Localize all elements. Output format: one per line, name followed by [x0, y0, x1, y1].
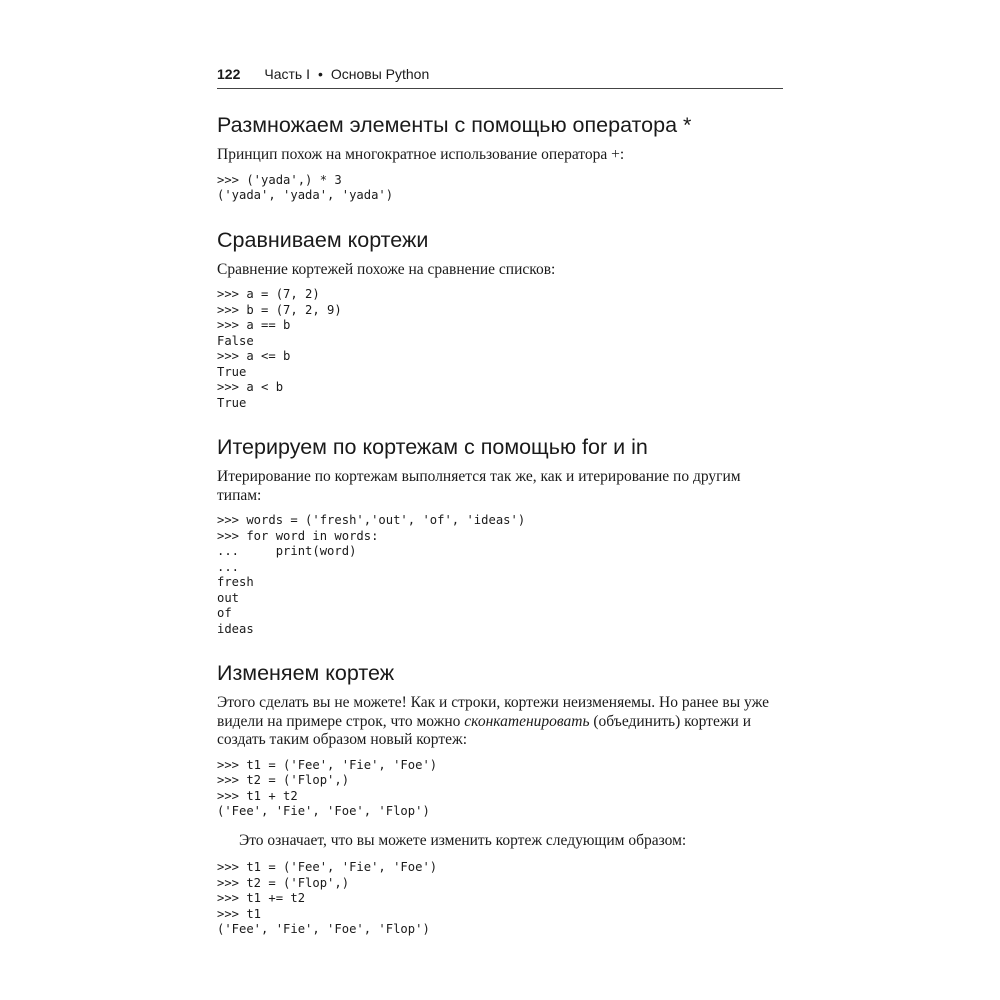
code-block-inplace: >>> t1 = ('Fee', 'Fie', 'Foe') >>> t2 = ('Flop',) >>> t1 += t2 >>> t1 ('Fee', 'Fie', 'Foe', 'Flop'): [217, 860, 438, 936]
running-header: [217, 64, 783, 89]
header-bullet: •: [317, 66, 323, 82]
page-body: [217, 111, 783, 938]
section-heading-modify: Изменяем кортеж: [217, 661, 395, 685]
section-paragraph-modify-2: Это означает, что вы можете изменить кортеж следующим образом:: [239, 831, 687, 849]
code-block-compare: >>> a = (7, 2) >>> b = (7, 2, 9) >>> a == b False >>> a <= b True >>> a < b True: [217, 287, 342, 410]
paragraph-text: Этого сделать вы не можете! Как и строки, кортежи неизменяемы. Но ранее вы уже видели на примере строк, что можно: [217, 694, 769, 730]
code-block-multiply: >>> ('yada',) * 3 ('yada', 'yada', 'yada'): [217, 172, 394, 202]
paragraph-text: (объединить) кортежи и создать таким образом новый кортеж:: [217, 712, 752, 748]
section-paragraph-multiply: Принцип похож на многократное использование оператора +:: [217, 146, 625, 163]
book-part-title: Основы Python: [330, 66, 430, 82]
section-paragraph-compare: Сравнение кортежей похоже на сравнение списков:: [217, 260, 556, 278]
section-paragraph-modify: [217, 694, 783, 750]
section-heading-multiply: Размножаем элементы с помощью оператора *: [217, 113, 692, 137]
part-label: Часть I: [264, 66, 310, 82]
section-heading-compare: Сравниваем кортежи: [217, 227, 429, 252]
emphasized-term: сконкатенировать: [464, 712, 590, 730]
code-block-iterate: >>> words = ('fresh','out', 'of', 'ideas') >>> for word in words: ... print(word) ... fresh out of ideas: [217, 513, 526, 636]
section-paragraph-iterate: Итерирование по кортежам выполняется так же, как и итерирование по другим типам:: [217, 468, 741, 504]
page-number: 122: [217, 66, 241, 82]
code-block-concat: >>> t1 = ('Fee', 'Fie', 'Foe') >>> t2 = ('Flop',) >>> t1 + t2 ('Fee', 'Fie', 'Foe', 'Flop'): [217, 757, 438, 818]
section-heading-iterate: Итерируем по кортежам с помощью for и in: [217, 435, 648, 459]
